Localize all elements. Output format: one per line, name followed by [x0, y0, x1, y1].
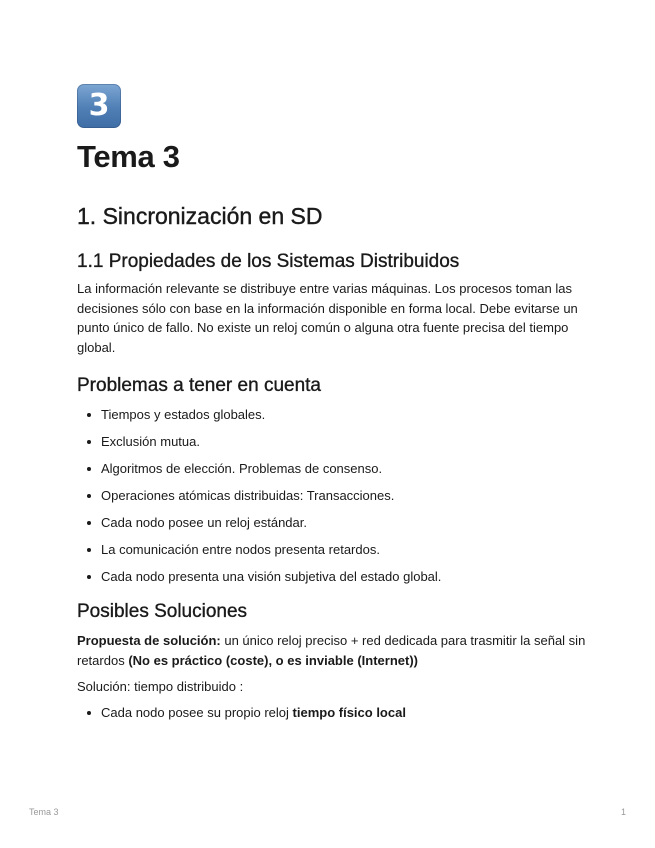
- list-item: Cada nodo presenta una visión subjetiva del estado global.: [77, 567, 587, 586]
- proposal-label: Propuesta de solución:: [77, 633, 221, 648]
- section-heading-sincronizacion: 1. Sincronización en SD: [77, 203, 323, 229]
- document-page: [77, 84, 587, 730]
- list-item: La comunicación entre nodos presenta retardos.: [77, 540, 587, 559]
- propiedades-paragraph: La información relevante se distribuye entre varias máquinas. Los procesos toman las decisiones sólo con base en la información disponible en forma local. Debe evitarse un punto único de fallo. No existe un reloj común o alguna otra fuente precisa del tiempo global.: [77, 281, 578, 355]
- list-item: Tiempos y estados globales.: [77, 405, 587, 424]
- subsection-heading-problemas: Problemas a tener en cuenta: [77, 375, 321, 396]
- list-item: [77, 703, 587, 722]
- problems-list: [77, 405, 587, 586]
- list-item: Operaciones atómicas distribuidas: Transacciones.: [77, 486, 587, 505]
- solution-line: Solución: tiempo distribuido :: [77, 679, 244, 694]
- footer-document-title: Tema 3: [29, 807, 59, 817]
- solution-item-text: Cada nodo posee su propio reloj: [101, 704, 293, 720]
- page-title: Tema 3: [77, 139, 180, 174]
- list-item: Exclusión mutua.: [77, 432, 587, 451]
- proposal-paragraph: [77, 631, 587, 670]
- solutions-list: [77, 703, 587, 722]
- proposal-text: un único reloj preciso + red dedicada para trasmitir la señal sin retardos: [77, 633, 586, 668]
- list-item: Cada nodo posee un reloj estándar.: [77, 513, 587, 532]
- footer-page-number: 1: [620, 807, 626, 817]
- subsection-heading-propiedades: 1.1 Propiedades de los Sistemas Distribuidos: [77, 251, 460, 272]
- list-item: Algoritmos de elección. Problemas de consenso.: [77, 459, 587, 478]
- subsection-heading-soluciones: Posibles Soluciones: [77, 601, 248, 622]
- proposal-note: (No es práctico (coste), o es inviable (Internet)): [128, 652, 418, 668]
- solution-item-bold: tiempo físico local: [292, 704, 406, 720]
- keycap-digit-three-icon: 3: [77, 84, 121, 128]
